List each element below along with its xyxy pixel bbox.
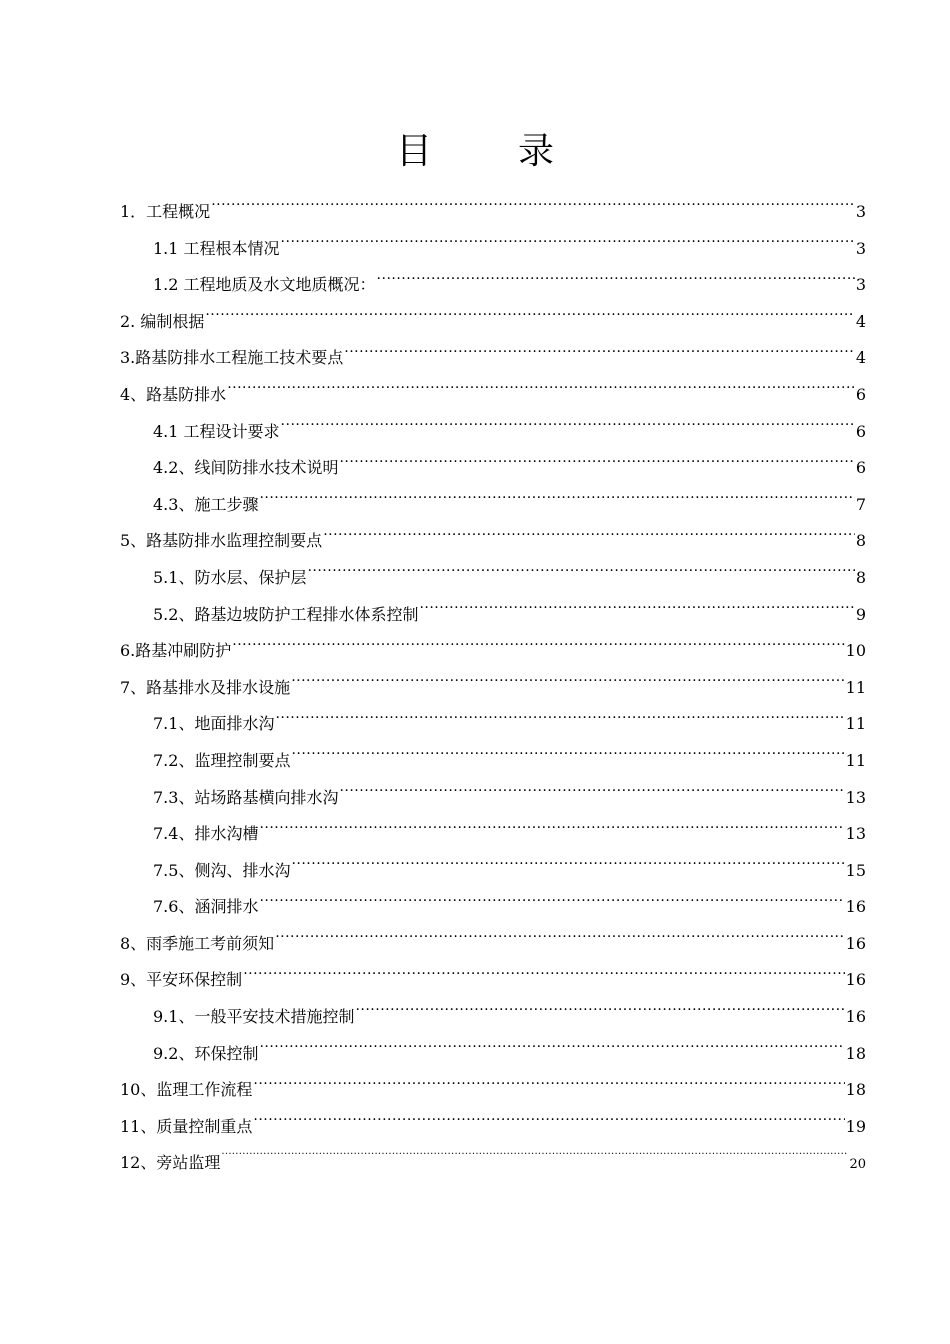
toc-entry-label: 3.路基防排水工程施工技术要点 <box>120 348 344 368</box>
toc-entry-label: 1.2 工程地质及水文地质概况： <box>153 275 376 295</box>
toc-page-number: 20 <box>849 1157 866 1173</box>
toc-dot-leader <box>259 823 844 839</box>
toc-entry-label: 7.4、排水沟槽 <box>153 824 259 844</box>
toc-dot-leader <box>281 238 855 254</box>
toc-page-number: 8 <box>855 567 866 587</box>
toc-entry[interactable] <box>120 1072 866 1109</box>
title-char-1: 目 <box>395 131 432 172</box>
toc-page-number: 13 <box>845 824 866 844</box>
toc-dot-leader <box>291 677 844 693</box>
toc-entry[interactable] <box>120 780 866 817</box>
toc-entry[interactable] <box>120 706 866 743</box>
toc-page-number: 3 <box>855 202 866 221</box>
table-of-contents <box>120 194 866 1182</box>
toc-entry[interactable] <box>120 999 866 1036</box>
toc-entry-label: 1．工程概况 <box>120 202 211 221</box>
toc-entry-label: 4、路基防排水 <box>120 384 227 404</box>
toc-dot-leader <box>307 567 854 583</box>
toc-entry-label: 7.5、侧沟、排水沟 <box>153 860 291 880</box>
toc-entry[interactable] <box>120 816 866 853</box>
toc-entry-label: 7.6、涵洞排水 <box>153 897 259 917</box>
toc-entry[interactable] <box>120 231 866 268</box>
toc-entry-label: 4.1 工程设计要求 <box>153 421 280 441</box>
toc-entry-label: 7.2、监理控制要点 <box>153 750 291 770</box>
toc-page-number: 16 <box>845 970 866 990</box>
toc-entry[interactable] <box>120 1109 866 1146</box>
toc-dot-leader <box>419 604 854 620</box>
toc-entry-label: 7.1、地面排水沟 <box>153 714 275 734</box>
toc-entry[interactable] <box>120 1036 866 1073</box>
toc-page-number: 6 <box>855 458 866 478</box>
toc-entry-label: 5.1、防水层、保护层 <box>153 567 307 587</box>
toc-page-number: 6 <box>855 384 866 404</box>
toc-page-number: 10 <box>845 641 866 661</box>
toc-entry[interactable] <box>120 743 866 780</box>
toc-entry[interactable] <box>120 597 866 634</box>
toc-entry[interactable] <box>120 523 866 560</box>
toc-dot-leader <box>281 421 855 437</box>
toc-entry[interactable] <box>120 304 866 341</box>
toc-page-number: 7 <box>855 494 866 514</box>
toc-entry[interactable] <box>120 340 866 377</box>
toc-dot-leader <box>323 530 855 546</box>
toc-dot-leader <box>355 1006 844 1022</box>
toc-entry-label: 4.3、施工步骤 <box>153 494 259 514</box>
toc-entry-label: 8、雨季施工考前须知 <box>120 933 275 953</box>
toc-entry[interactable] <box>120 194 866 231</box>
toc-entry[interactable] <box>120 487 866 524</box>
toc-entry[interactable] <box>120 853 866 890</box>
toc-dot-leader <box>339 457 854 473</box>
toc-dot-leader <box>275 933 844 949</box>
toc-page-number: 3 <box>855 275 866 295</box>
toc-entry-label: 5、路基防排水监理控制要点 <box>120 531 323 551</box>
toc-entry-label: 5.2、路基边坡防护工程排水体系控制 <box>153 604 419 624</box>
toc-page-number: 4 <box>855 348 866 368</box>
toc-page-number: 13 <box>845 787 866 807</box>
toc-entry-label: 7、路基排水及排水设施 <box>120 677 291 697</box>
toc-dot-leader <box>259 896 844 912</box>
toc-entry[interactable] <box>120 670 866 707</box>
toc-entry[interactable] <box>120 450 866 487</box>
toc-entry[interactable] <box>120 633 866 670</box>
toc-entry-label: 2. 编制根据 <box>120 311 205 331</box>
toc-dot-leader <box>253 1079 844 1095</box>
toc-entry[interactable] <box>120 1145 866 1182</box>
toc-page-number: 11 <box>845 750 866 770</box>
toc-dot-leader <box>227 384 855 400</box>
toc-dot-leader <box>339 787 844 803</box>
toc-page-number: 18 <box>845 1080 866 1100</box>
toc-page-number: 11 <box>845 677 866 697</box>
toc-dot-leader <box>232 640 844 656</box>
toc-dot-leader <box>205 311 854 327</box>
toc-page-number: 19 <box>845 1116 866 1136</box>
toc-page-number: 4 <box>855 311 866 331</box>
toc-page-number: 16 <box>845 1007 866 1027</box>
toc-page-number: 11 <box>845 714 866 734</box>
toc-entry[interactable] <box>120 560 866 597</box>
toc-entry-label: 9.2、环保控制 <box>153 1043 259 1063</box>
toc-entry[interactable] <box>120 926 866 963</box>
toc-page-number: 8 <box>855 531 866 551</box>
toc-dot-leader <box>259 494 854 510</box>
toc-dot-leader <box>221 1152 848 1168</box>
toc-page-number: 18 <box>845 1043 866 1063</box>
toc-page-number: 16 <box>845 897 866 917</box>
toc-entry-label: 9、平安环保控制 <box>120 970 243 990</box>
toc-page-number: 15 <box>845 860 866 880</box>
toc-entry[interactable] <box>120 889 866 926</box>
toc-dot-leader <box>253 1116 844 1132</box>
toc-entry-label: 11、质量控制重点 <box>120 1116 253 1136</box>
toc-dot-leader <box>259 1043 844 1059</box>
toc-entry-label: 7.3、站场路基横向排水沟 <box>153 787 339 807</box>
toc-page-number: 9 <box>855 604 866 624</box>
toc-entry-label: 6.路基冲刷防护 <box>120 641 232 661</box>
toc-entry[interactable] <box>120 377 866 414</box>
toc-entry[interactable] <box>120 414 866 451</box>
toc-dot-leader <box>344 347 855 363</box>
toc-entry-label: 1.1 工程根本情况 <box>153 238 280 258</box>
toc-entry-label: 9.1、一般平安技术措施控制 <box>153 1007 355 1027</box>
toc-dot-leader <box>291 860 844 876</box>
toc-dot-leader <box>243 969 844 985</box>
toc-entry-label: 10、监理工作流程 <box>120 1080 253 1100</box>
toc-page-number: 3 <box>855 238 866 258</box>
toc-entry-label: 12、旁站监理 <box>120 1153 221 1173</box>
toc-entry[interactable] <box>120 962 866 999</box>
title-char-2: 录 <box>518 131 555 172</box>
toc-dot-leader <box>377 274 855 290</box>
page-title <box>0 128 950 176</box>
toc-entry[interactable] <box>120 267 866 304</box>
toc-dot-leader <box>211 201 855 217</box>
toc-page-number: 6 <box>855 421 866 441</box>
toc-dot-leader <box>275 713 844 729</box>
toc-page-number: 16 <box>845 933 866 953</box>
toc-dot-leader <box>291 750 844 766</box>
toc-entry-label: 4.2、线间防排水技术说明 <box>153 458 339 478</box>
